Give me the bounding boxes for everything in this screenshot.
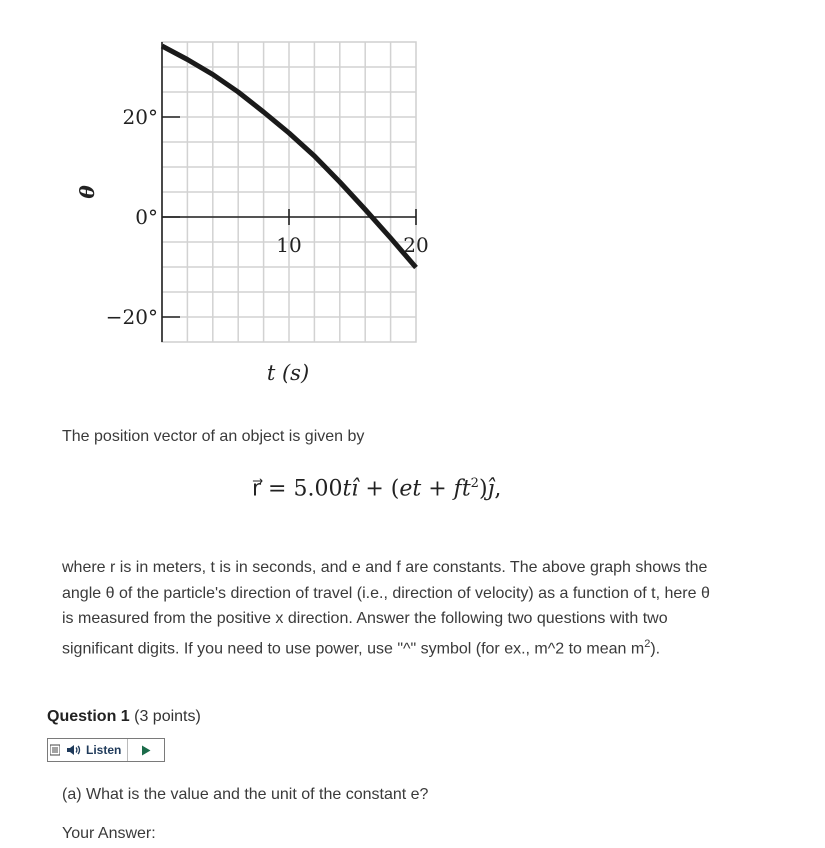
your-answer-label: Your Answer: bbox=[62, 825, 156, 842]
question-part-a: (a) What is the value and the unit of the constant e? bbox=[62, 786, 429, 803]
y-tick-label: 0° bbox=[135, 205, 158, 229]
play-icon bbox=[141, 745, 151, 756]
x-tick-label: 20 bbox=[403, 233, 429, 257]
position-vector-equation: r⃗ = 5.00tî + $(et + ft^2)ĵ$, bbox=[252, 476, 502, 502]
y-axis-label: θ bbox=[75, 185, 99, 199]
x-axis-label: t (s) bbox=[266, 361, 310, 385]
chart-grid bbox=[162, 42, 416, 342]
theta-vs-time-graph bbox=[0, 0, 460, 400]
intro-text: The position vector of an object is given by bbox=[62, 428, 365, 445]
play-button[interactable] bbox=[128, 739, 164, 761]
speaker-icon bbox=[66, 744, 82, 756]
listen-label: Listen bbox=[86, 743, 122, 757]
x-tick-label: 10 bbox=[276, 233, 302, 257]
question-title: Question 1 bbox=[47, 708, 130, 725]
problem-description: where r is in meters, t is in seconds, and e and f are constants. The above graph shows the angle θ of the particle's direction of travel (i.e., direction of velocity) as a function of t, here θ is measured from the positive x direction. Answer the following two questions with two significant digits. If you need to use power, use "^" symbol (for ex., m^2 to mean $m^2$). bbox=[62, 559, 710, 657]
y-tick-label: −20° bbox=[105, 305, 158, 329]
menu-icon[interactable] bbox=[48, 739, 62, 761]
question-heading bbox=[47, 708, 201, 726]
y-tick-label: 20° bbox=[122, 105, 158, 129]
listen-toolbar bbox=[47, 738, 165, 762]
question-points: (3 points) bbox=[129, 708, 201, 725]
listen-button[interactable] bbox=[62, 739, 128, 761]
